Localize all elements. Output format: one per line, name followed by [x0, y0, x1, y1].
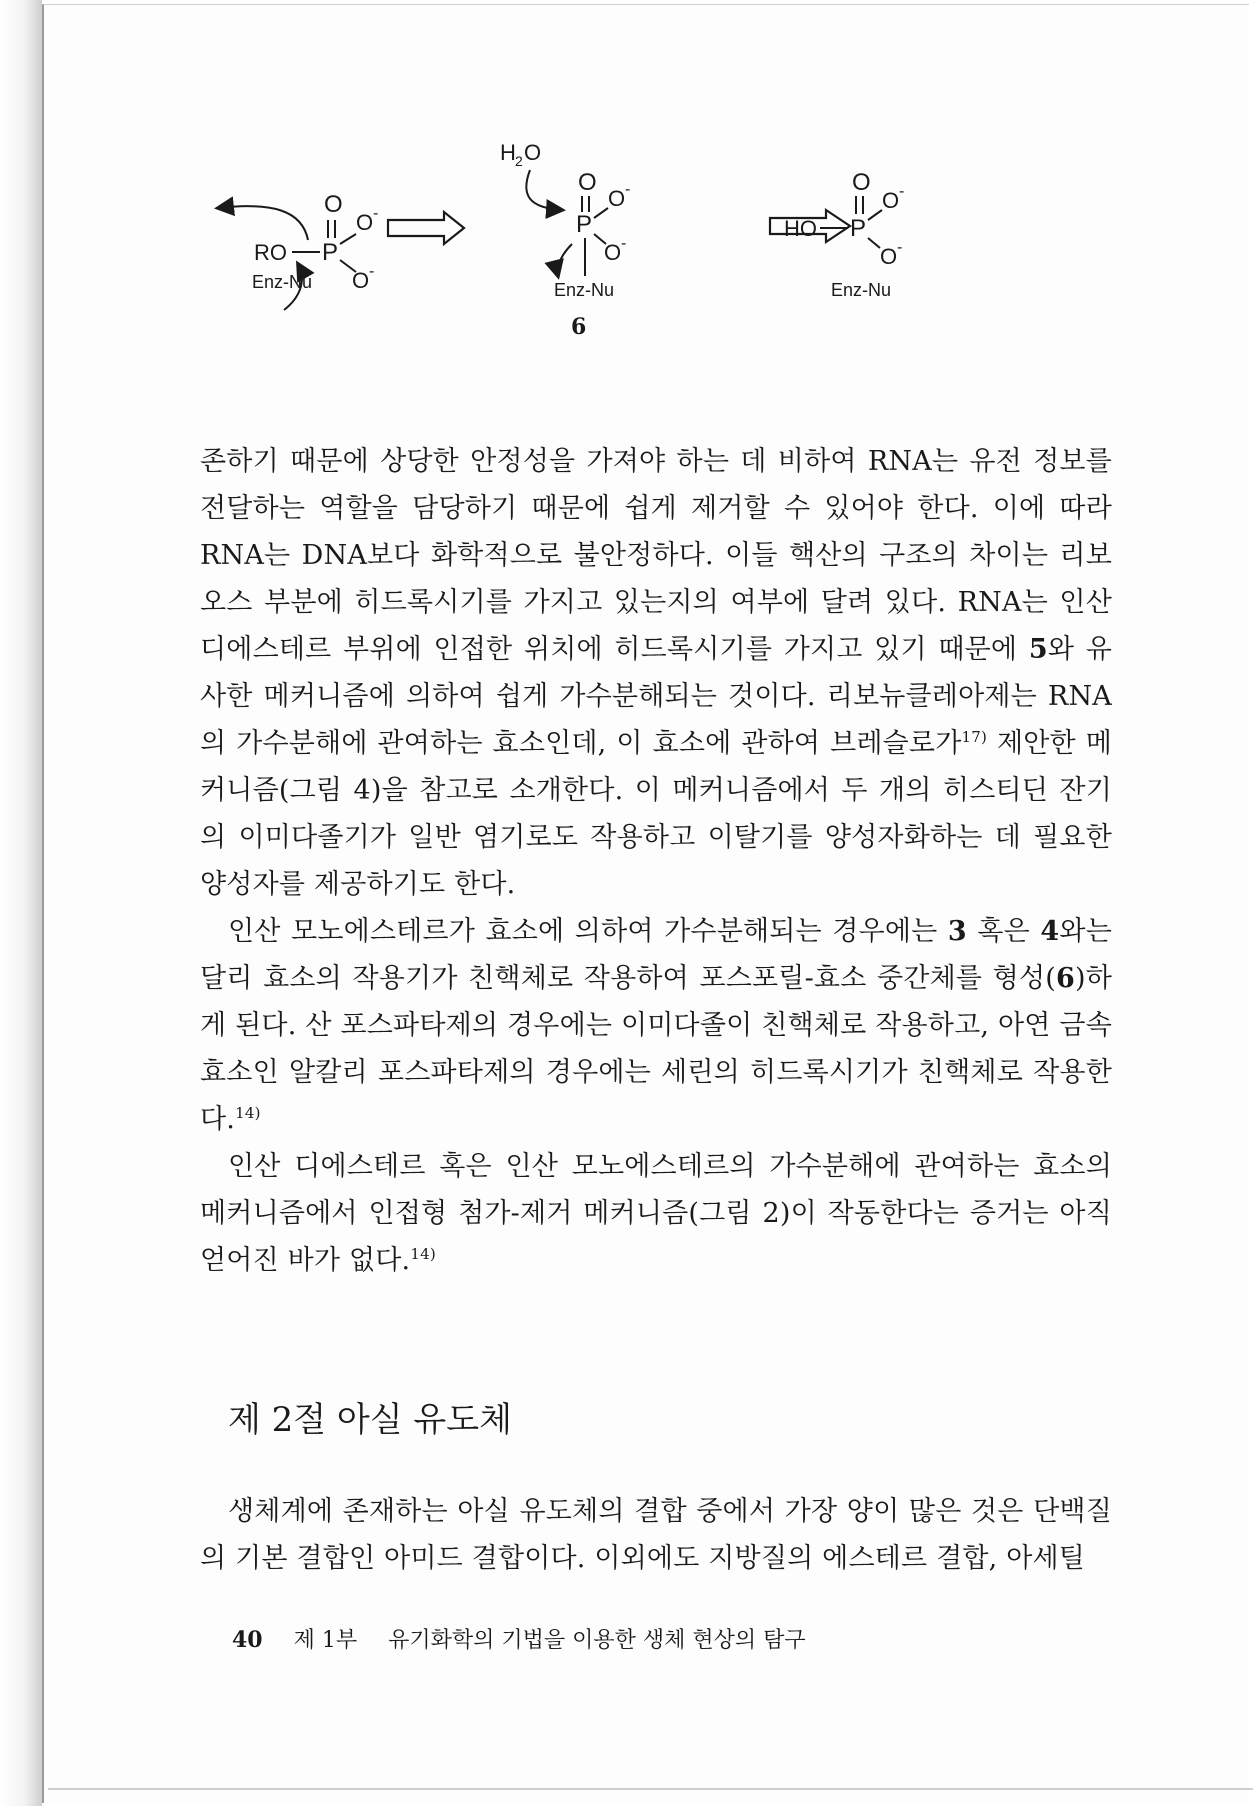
page-edge-shadow: [0, 0, 42, 1806]
s2-water-sub: 2: [515, 153, 523, 169]
reaction-scheme: [210, 140, 1110, 390]
s2-minus-lower: -: [621, 235, 627, 252]
page-footer: [232, 1623, 830, 1654]
s1-minus-right: -: [373, 205, 379, 222]
citation-17: 17): [961, 728, 988, 746]
s1-phosphorus: P: [322, 239, 339, 266]
phosphorylated-enzyme-product: [784, 169, 904, 300]
s2-water-o: O: [524, 140, 542, 165]
s1-leaving-arrow: [218, 206, 308, 240]
s3-o-lower: O: [880, 244, 898, 269]
s1-o-lower: O: [352, 268, 370, 293]
s3-o-top: O: [852, 169, 871, 196]
s3-phosphorus: P: [850, 215, 867, 242]
s3-minus-lower: -: [897, 239, 903, 256]
s2-o-right: O: [608, 186, 626, 211]
phosphoryl-enzyme-intermediate: [500, 140, 630, 340]
paragraph-rna-stability: 존하기 때문에 상당한 안정성을 가져야 하는 데 비하여 RNA는 유전 정보를 전달하는 역할을 담당하기 때문에 쉽게 제거할 수 있어야 한다. 이에 따라 RNA는 DNA보다 화학적으로 불안정하다. 이들 핵산의 구조의 차이는 리보오스 부분에 히드록시기를 가지고 있는지의 여부에 달려 있다. RNA는 인산디에스테르 부위에 인접한 위치에 히드록시기를 가지고 있기 때문에 5와 유사한 메커니즘에 의하여 쉽게 가수분해되는 것이다. 리보뉴클레아제는 RNA의 가수분해에 관여하는 효소인데, 이 효소에 관하여 브레슬로가$^{17)}$ 제안한 메커니즘(그림 4)을 참고로 소개한다. 이 메커니즘에서 두 개의 히스티딘 잔기의 이미다졸기가 일반 염기로도 작용하고 이탈기를 양성자화하는 데 필요한 양성자를 제공하기도 한다.: [200, 446, 1112, 900]
s1-nucleophile: Enz-Nu: [252, 272, 313, 292]
s2-minus-right: -: [625, 181, 631, 198]
s3-o-right: O: [882, 188, 900, 213]
footer-title: 유기화학의 기법을 이용한 생체 현상의 탐구: [388, 1628, 806, 1653]
s1-ro: RO: [254, 240, 287, 265]
citation-14: 14): [235, 1104, 261, 1122]
reaction-arrow-1: [388, 212, 464, 244]
footer-part: 제 1부: [293, 1628, 358, 1653]
compound-ref-5: 5: [1028, 634, 1048, 665]
s3-ho: HO: [784, 216, 817, 241]
s2-water-h: H: [500, 140, 516, 165]
body-text-block-2: [200, 1488, 1112, 1582]
s2-o-lower: O: [604, 240, 622, 265]
s1-o-top: O: [324, 191, 343, 218]
paragraph-monoester-hydrolysis: 인산 모노에스테르가 효소에 의하여 가수분해되는 경우에는 3 혹은 4와는 달리 효소의 작용기가 친핵체로 작용하여 포스포릴-효소 중간체를 형성(6)하게 된다. 산 포스파타제의 경우에는 이미다졸이 친핵체로 작용하고, 아연 금속 효소인 알칼리 포스파타제의 경우에는 세린의 히드록시기가 친핵체로 작용한다.$^{14)}$: [200, 916, 1112, 1135]
s2-nucleophile: Enz-Nu: [554, 280, 615, 300]
compound-ref-4: 4: [1040, 916, 1060, 947]
s3-nucleophile: Enz-Nu: [831, 280, 892, 300]
phosphate-diester-structure: [218, 191, 378, 310]
s1-o-right: O: [356, 210, 374, 235]
s3-minus-right: -: [899, 183, 905, 200]
body-text-block: [200, 438, 1112, 1284]
paragraph-acyl-derivatives: 생체계에 존재하는 아실 유도체의 결합 중에서 가장 양이 많은 것은 단백질의 기본 결합인 아미드 결합이다. 이외에도 지방질의 에스테르 결합, 아세틸: [200, 1496, 1112, 1574]
page-bottom-edge: [48, 1788, 1253, 1790]
section-heading: 제 2절 아실 유도체: [228, 1400, 512, 1440]
compound-ref-3: 3: [947, 916, 967, 947]
citation-14b: 14): [410, 1245, 436, 1263]
page-number: 40: [232, 1627, 263, 1653]
s2-phosphorus: P: [576, 211, 593, 238]
compound-number-6: 6: [571, 314, 587, 340]
s2-o-top: O: [578, 169, 597, 196]
s1-minus-lower: -: [369, 263, 375, 280]
paragraph-no-evidence: 인산 디에스테르 혹은 인산 모노에스테르의 가수분해에 관여하는 효소의 메커니즘에서 인접형 첨가-제거 메커니즘(그림 2)이 작동한다는 증거는 아직 얻어진 바가 없다.$^{14)}$: [200, 1151, 1112, 1276]
s2-bond-break-arrow: [558, 244, 572, 276]
compound-ref-6: 6: [1055, 963, 1075, 994]
s2-water-attack-arrow: [526, 170, 562, 210]
